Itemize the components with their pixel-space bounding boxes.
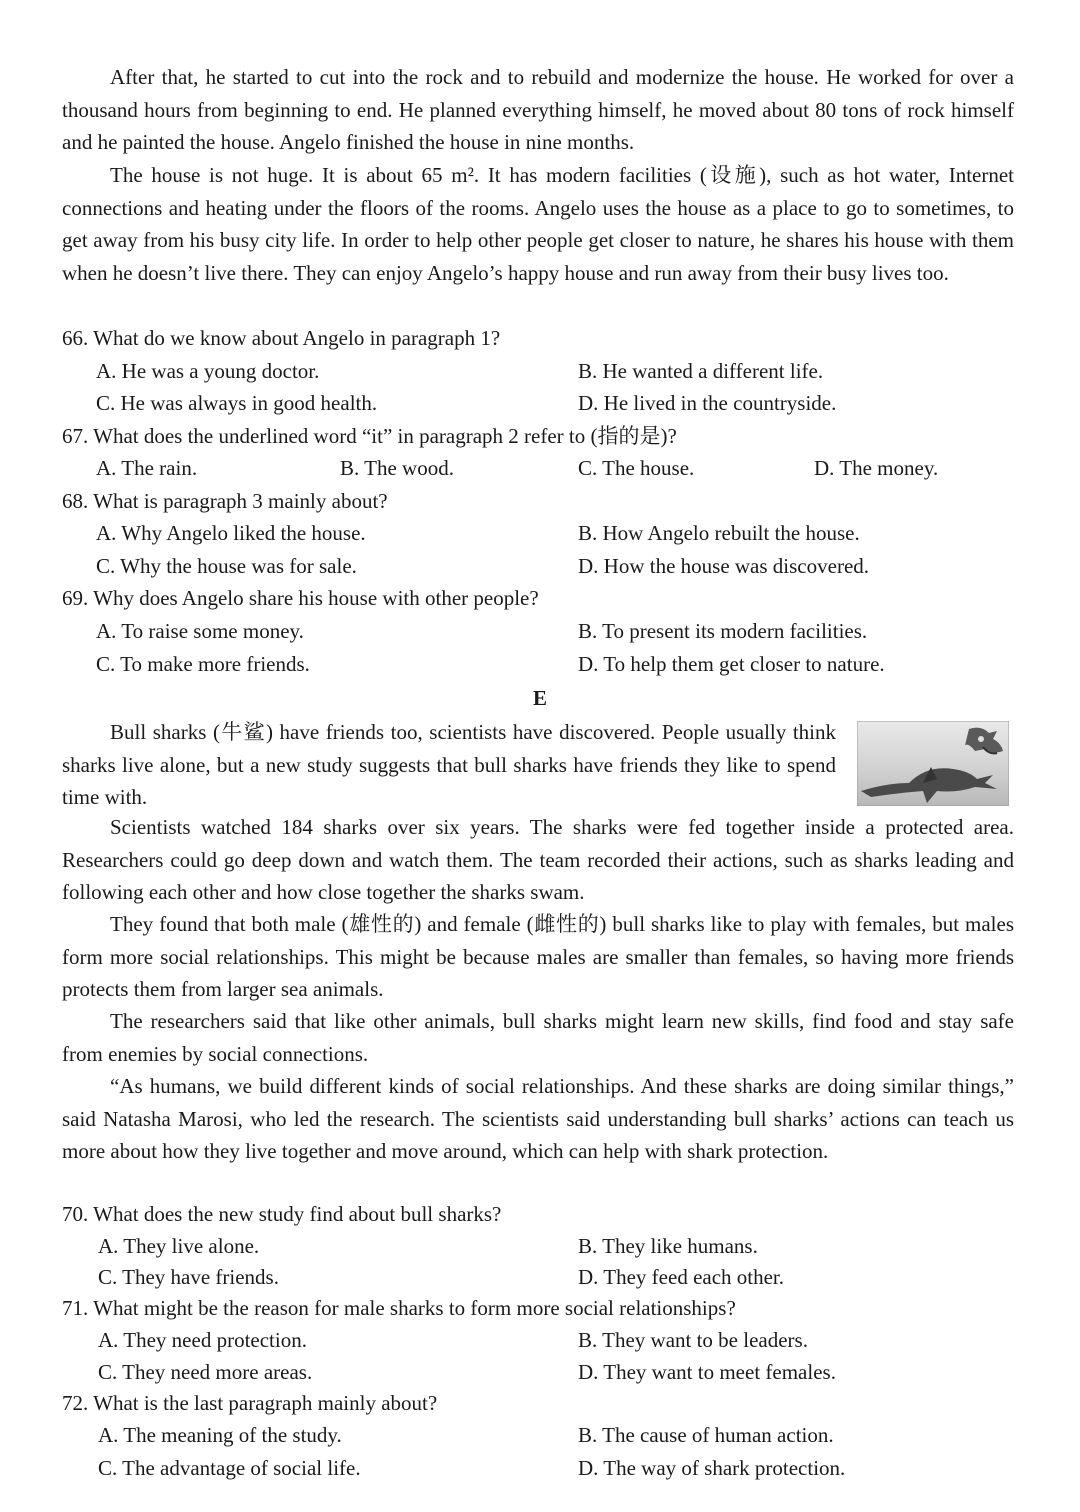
question-72-stem: 72. What is the last paragraph mainly about? <box>62 1391 438 1415</box>
section-e-heading: E <box>532 686 547 710</box>
question-70-option-d[interactable]: D. They feed each other. <box>578 1265 785 1289</box>
question-67-option-b[interactable]: B. The wood. <box>340 456 454 480</box>
section-e-paragraph-5: “As humans, we build different kinds of social relationships. And these sharks are doing similar things,” said Natasha Marosi, who led the research. The scientists said understanding bull sharks’ actions can teach us more about how they live together and move around, which can help with shark protection. <box>62 1074 1014 1164</box>
question-69-option-b[interactable]: B. To present its modern facilities. <box>578 619 868 643</box>
question-71-option-d[interactable]: D. They want to meet females. <box>578 1360 836 1384</box>
section-e-paragraph-2: Scientists watched 184 sharks over six years. The sharks were fed together inside a protected area. Researchers could go deep down and watch them. The team recorded their actions, such as sharks leading and following each other and how close together the sharks swam. <box>62 815 1014 905</box>
section-e-paragraph-4: The researchers said that like other animals, bull sharks might learn new skills, find food and stay safe from enemies by social connections. <box>62 1009 1014 1066</box>
question-70-option-b[interactable]: B. They like humans. <box>578 1234 758 1258</box>
question-72-option-d[interactable]: D. The way of shark protection. <box>578 1456 846 1480</box>
section-e-paragraph-3: They found that both male (雄性的) and female (雌性的) bull sharks like to play with females, but males form more social relationships. This might be because males are smaller than females, so having more friends protects them from larger sea animals. <box>62 912 1014 1002</box>
question-69-option-c[interactable]: C. To make more friends. <box>96 652 310 676</box>
question-66-option-a[interactable]: A. He was a young doctor. <box>96 359 320 383</box>
question-66-option-d[interactable]: D. He lived in the countryside. <box>578 391 837 415</box>
passage-d-paragraph-3: After that, he started to cut into the rock and to rebuild and modernize the house. He worked for over a thousand hours from beginning to end. He planned everything himself, he moved about 80 tons of rock himself and he painted the house. Angelo finished the house in nine months. <box>62 65 1014 155</box>
question-68-option-a[interactable]: A. Why Angelo liked the house. <box>96 521 366 545</box>
question-70-option-c[interactable]: C. They have friends. <box>98 1265 279 1289</box>
question-72-option-b[interactable]: B. The cause of human action. <box>578 1423 834 1447</box>
shark-icon <box>857 721 1009 806</box>
question-69-option-d[interactable]: D. To help them get closer to nature. <box>578 652 885 676</box>
question-69-option-a[interactable]: A. To raise some money. <box>96 619 304 643</box>
question-68-option-d[interactable]: D. How the house was discovered. <box>578 554 870 578</box>
passage-d-paragraph-4: The house is not huge. It is about 65 m². It has modern facilities (设施), such as hot water, Internet connections and heating under the floors of the rooms. Angelo uses the house as a place to go to sometimes, to get away from his busy city life. In order to help other people get closer to nature, he shares his house with them when he doesn’t live there. They can enjoy Angelo’s happy house and run away from their busy lives too. <box>62 163 1014 285</box>
question-71-option-c[interactable]: C. They need more areas. <box>98 1360 313 1384</box>
question-70-stem: 70. What does the new study find about bull sharks? <box>62 1202 502 1226</box>
question-72-option-c[interactable]: C. The advantage of social life. <box>98 1456 361 1480</box>
question-71-stem: 71. What might be the reason for male sharks to form more social relationships? <box>62 1296 736 1320</box>
question-71-option-b[interactable]: B. They want to be leaders. <box>578 1328 808 1352</box>
question-68-option-c[interactable]: C. Why the house was for sale. <box>96 554 357 578</box>
question-66-option-b[interactable]: B. He wanted a different life. <box>578 359 824 383</box>
question-67-option-c[interactable]: C. The house. <box>578 456 695 480</box>
question-68-stem: 68. What is paragraph 3 mainly about? <box>62 489 388 513</box>
question-68-option-b[interactable]: B. How Angelo rebuilt the house. <box>578 521 860 545</box>
question-67-stem: 67. What does the underlined word “it” in paragraph 2 refer to (指的是)? <box>62 424 677 448</box>
question-67-option-a[interactable]: A. The rain. <box>96 456 198 480</box>
question-66-stem: 66. What do we know about Angelo in paragraph 1? <box>62 326 501 350</box>
question-72-option-a[interactable]: A. The meaning of the study. <box>98 1423 342 1447</box>
question-70-option-a[interactable]: A. They live alone. <box>98 1234 260 1258</box>
question-71-option-a[interactable]: A. They need protection. <box>98 1328 307 1352</box>
question-66-option-c[interactable]: C. He was always in good health. <box>96 391 378 415</box>
question-67-option-d[interactable]: D. The money. <box>814 456 939 480</box>
section-e-paragraph-1: Bull sharks (牛鲨) have friends too, scientists have discovered. People usually think sharks live alone, but a new study suggests that bull sharks have friends they like to spend time with. <box>62 720 836 810</box>
question-69-stem: 69. Why does Angelo share his house with other people? <box>62 586 539 610</box>
shark-photo <box>857 721 1009 806</box>
